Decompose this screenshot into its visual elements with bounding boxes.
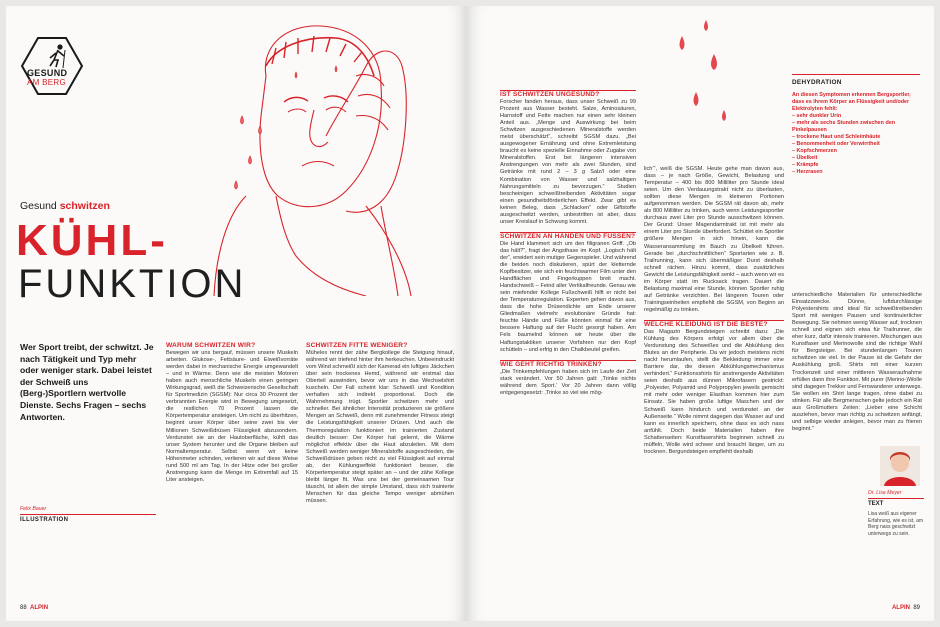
- author-bio: Lisa weiß aus eigener Erfahrung, wie es ist, am Berg nass geschwitzt unterwegs zu sein.: [868, 511, 924, 537]
- kicker-plain: Gesund: [20, 200, 57, 212]
- left-page: [6, 6, 466, 621]
- author-role: TEXT: [868, 501, 884, 507]
- title-line-1: KÜHL-: [16, 216, 168, 265]
- right-footer: [892, 605, 920, 611]
- right-page: [466, 6, 934, 621]
- gesund-am-berg-logo: [20, 36, 84, 96]
- author-name: Dr. Lisa Meyer: [868, 490, 902, 496]
- logo-line-1: GESUND: [27, 68, 68, 78]
- sidebar-heading: DEHYDRATION: [792, 79, 842, 86]
- q4-heading: SCHWITZEN AN HÄNDEN UND FÜSSEN?: [500, 232, 636, 240]
- symptom-list: [792, 113, 920, 176]
- column-q1: [166, 342, 298, 484]
- symptom-item: – Übelkeit: [792, 155, 818, 161]
- q3-body: Forscher fanden heraus, dass unser Schweiß zu 99 Prozent aus Wasser besteht. Salze, Aminosäuren, Harnstoff und Fette machen nur einen sehr kleinen Anteil aus. „Menge und Auswirkung bei beim Schwitzen ausgeschiedenen Mineralstoffe werden meist überschätzt“, schreibt SGSM dazu. „Bei ausgewogener Ernährung und ohne Extremleistung braucht es keine spezielle Einnahme oder Zugabe von Mineralstoffen. Erst bei längeren intensiven Anstrengungen von mehr als zwei Stunden, sind Getränke mit rund 2 – 3 g Salz/l oder eine Kombination von Wasser und salzhaltigen Nahrungsmitteln zu bevorzugen.“ Studien bescheinigen schweißtreibenden Aktivitäten sogar einen gesundheitsförderlichen Effekt. Zwar gibt es keinen Beleg, dass „Schlacken“ oder Giftstoffe ausgeschwitzt werden, unbestritten ist aber, dass unser Kreislauf in Schwung kommt.: [500, 99, 636, 225]
- column-q2: [306, 342, 454, 505]
- q5-heading: WIE GEHT RICHTIG TRINKEN?: [500, 360, 602, 368]
- q6-heading: WELCHE KLEIDUNG IST DIE BESTE?: [644, 320, 768, 328]
- q5-body: „Die Trinkempfehlungen haben sich im Laufe der Zeit stark verändert. Vor 50 Jahren galt: ‚Trinke nichts während dem Sport.‘ Vor 20 Jahren dann völlig entgegengesetzt: ‚Trinke so viel wie mög-: [500, 368, 636, 396]
- column-q3-q5: [500, 90, 636, 397]
- dehydration-box: [792, 74, 920, 176]
- illustration-label: ILLUSTRATION: [20, 517, 69, 523]
- kicker: [20, 200, 110, 212]
- title-line-2: FUNKTION: [18, 262, 247, 306]
- symptom-item: – Herzrasen: [792, 169, 823, 175]
- sidebar-lead: An diesen Symptomen erkennen Bergsportler, dass es ihrem Körper an Flüssigkeit und/oder Elektrolyten fehlt:: [792, 92, 911, 112]
- column-q6-continued: [792, 292, 922, 433]
- intro-paragraph: Wer Sport treibt, der schwitzt. Je nach Tätigkeit und Typ mehr oder weniger stark. Dabei leistet der Schweiß uns (Berg-)Sportlern wertvolle Dienste. Sechs Fragen – sechs Antworten.: [20, 342, 154, 422]
- symptom-item: – Krämpfe: [792, 162, 819, 168]
- q6-body: Das Magazin Bergundsteigen schreibt dazu: „Die Kühlung des Körpers erfolgt vor allem über die Verdunstung des Schweißes und die Abkühlung des Blutes an der Peripherie. Da wir jedoch meistens nicht nackt herumlaufen, stellt die Bekleidung immer eine Barriere dar, die diesen Abkühlungsmechanismus verhindert.“ Funktionsshirts für anstrengende Aktivitäten seien deshalb aus dünnen Mikrofasern gestrickt: „Polyester, Polyamid und Polypropylen jeweils gemischt mit mehr oder weniger Elasthan kommen hier zum Einsatz. Sie haben große luftige Maschen und der Schweiß kann hindurch und verdunstet an der Außenseite.“ Wolle nimmt dagegen das Wasser auf und kann es innerlich speichern, ohne dass es sich nass anfühlt. Doch beide Materialien haben ihre Schattenseiten: Kunstfasershirts beginnen schnell zu müffeln, Wolle wird schwer und braucht länger, um zu trocknen. Bergundsteigen empfiehlt deshalb: [644, 328, 784, 455]
- q2-body: Müheles rennt der zähe Bergkollege die Steigung hinauf, während wir triefend hinter ihm herkeuchen. Unbeeindruckt vom Wind schmeißt sich der Kamerad ein luftiges Jäckchen über sein trockenes Hemd, während wir erstmal das Oberteil auswinden, bevor wir uns in das Wechselshirt kuscheln. Der Fall scheint klar: Schweiß und Kondition verhalten sich indirekt proportional. Doch die Wahrnehmung trügt. Sportler schwitzen mehr und schneller. Bei ähnlicher Intensität produzieren sie größere Mengen an Schweiß, denn mit zunehmender Fitness steigt die Leistungsfähigkeit unserer Drüsen. Und auch die Thermoregulation funktioniert im trainierten Zustand deutlich besser: Der Körper hat gelernt, die Wärme möglichst effektiv über die Haut abzuleiten. Mit dem Schweiß werden weniger Mineralstoffe ausgeschieden, die Schweißdrüsen geben nicht zu viel Flüssigkeit auf einmal ab, der Kühlungseffekt funktioniert besser, die Körpertemperatur steigt später an – und der zähe Kollege bleibt länger fit. Was uns bei der gemeinsamen Tour täuscht, ist allein der simple Umstand, dass sich trainierte Menschen für das gleiche Tempo weniger abmühen müssen.: [306, 350, 454, 504]
- hexagon-hiker-icon: [20, 36, 84, 96]
- right-page-number: 89: [913, 605, 920, 611]
- author-photo: [880, 446, 920, 486]
- left-footer: [20, 605, 48, 611]
- author-box: [868, 446, 924, 537]
- column-q5-q6: [644, 166, 784, 456]
- sweating-man-illustration: [206, 6, 436, 296]
- q4-body: Die Hand klammert sich um den filigranen Griff. „Ob das hält?“, fragt der Angsthase im Kopf. „Logisch hält der“, erwidert sein mutiger Gegenspieler. Und während die beiden noch diskutieren, spürt der kletternde Kopfbesitzer, wie sich ein feuchtwarmer Film unter den Handflächen und Fingerkuppen breit macht. Handschweiß – Feind aller Vertikalfreunde. Genau wie sein miefender Kollege Fußschweiß hilft er nicht bei der Temperaturregulation. Experten gehen davon aus, dass die hohe Drüsendichte am Ende unserer Gliedmaßen vielmehr evolutionäre Gründe hat: feuchte Hände und Füße könnten einmal für eine bessere Haftung auf der Flucht gesorgt haben. Am Fels baumelnd können wir heute über die Haftungstaktiken unserer Vorfahren nur den Kopf schütteln – und erfrig in den Chalkbeutel greifen.: [500, 240, 636, 353]
- q1-body: Bewegen wir uns bergauf, müssen unsere Muskeln arbeiten. Glukose-, Fettsäure- und Eiweißvorräte werden dabei in mechanische Energie umgewandelt – und in Wärme. Denn wie die meisten Motoren haben auch menschliche Muskeln einen geringen Wirkungsgrad, weiß die Schweizerische Gesellschaft für Sportmedizin (SGSM): Nur circa 30 Prozent der verbrannten Energie wird in Bewegung umgesetzt, die restlichen 70 Prozent lassen die Körpertemperatur ansteigen. Um nicht zu überhitzen, beginnt unser Körper über seine zwei bis vier Millionen Schweißdrüsen Flüssigkeit abzusondern. Verdunstet sie an der Hautoberfläche, kühlt das unser System herunter und die Organe bleiben auf Normaltemperatur. Selbst wenn wir keine Höhenmeter schinden, verlieren wir auf diese Weise rund 500 ml am Tag. In der Hitze oder bei großer Anstrengung kann die Menge im Extremfall auf 15 Liter ansteigen.: [166, 350, 298, 483]
- symptom-item: – sehr dunkler Urin: [792, 113, 842, 119]
- symptom-item: – trockene Haut und Schleimhäute: [792, 134, 881, 140]
- illustrator-name: Felix Bauer: [20, 506, 47, 512]
- q6-continued: unterschiedliche Materialien für unterschiedliche Einsatzzwecke. Dünne, luftdurchlässige Polyestershirts sind ideal für schweißtreibenden Sport mit wenigen Pausen und kontinuierlicher Bewegung. Sie nehmen wenig Wasser auf, trocknen schnell und eignen sich etwa für Trailrunner, die eher kurz, dafür intensiv trainieren. Mischungen aus Kunstfaser und Merinowolle sind die richtige Wahl für Bergsteiger. Bei stundenlangen Touren schwitzen sie viel. In der Pause ist die Gefahr der Auskühlung groß. Shirts mit einer kurzen Trockenzeit und einer mittleren Wasseraufnahme erfüllen dann ihre Funktion. Mit purer (Merino-)Wolle sind dagegen Trekker und Fernwanderer unterwegs. Sie wollen ein Shirt lange tragen, ohne dabei zu stinken. Für alle Bergmenschen gelte jedoch ein Rat aus Großmutters Zeiten: „Lieber eine Schicht ausziehen, bevor man richtig zu schwitzen anfängt, und selbige wieder anlegen, bevor man zu frieren beginnt.“: [792, 292, 922, 432]
- kicker-accent: schwitzen: [59, 200, 110, 212]
- left-page-number: 88: [20, 605, 27, 611]
- q3-heading: IST SCHWITZEN UNGESUND?: [500, 91, 600, 98]
- symptom-item: – Kopfschmerzen: [792, 148, 837, 154]
- symptom-item: – Benommenheit oder Verwirrtheit: [792, 141, 880, 147]
- q2-heading: SCHWITZEN FITTE WENIGER?: [306, 342, 408, 349]
- logo-line-2: AM BERG: [27, 78, 66, 87]
- illustration-credit: [20, 506, 156, 523]
- symptom-item: – mehr als sechs Stunden zwischen den Pinkelpausen: [792, 120, 896, 133]
- q5-continued: lich‘“, weiß die SGSM. Heute gehe man davon aus, dass – je nach Größe, Gewicht, Belastung und Temperatur – 400 bis 800 Milliliter pro Stunde ideal seien. Um den Verdauungstrakt nicht zu überlasten, sollten diese Mengen in kleineren Portionen aufgenommen werden. Die SGSM rät davon ab, mehr als 800 Milliliter zu trinken, auch wenn Leistungssportler durchaus zwei Liter pro Stunde ausschwitzen können. Der Grund: Unser Magendarmtrakt ist mit mehr als einem Liter pro Stunde überfordert. Schüttet ein Sportler größere Mengen in sich hinein, kann die Wasseransammlung im Bauch zu Übelkeit führen. Gerade bei „durchschnittlichen“ Sportarten wie z. B. Trailrunning, kann sich übermäßiger Durst deshalb schnell rächen. Hinzu kommt, dass zusätzliches Gewicht die Leistungsfähigkeit senkt – auch wenn wir es im Körper statt im Rucksack tragen. Dauert die Belastung maximal eine Stunde, können Sportler ruhig auf Getränke verzichten. Bei längeren Touren oder Trainingseinheiten empfiehlt die SGSM, von Beginn an regelmäßig zu trinken.: [644, 166, 784, 313]
- right-magazine-name: ALPIN: [891, 605, 910, 611]
- left-magazine-name: ALPIN: [30, 605, 49, 611]
- q1-heading: WARUM SCHWITZEN WIR?: [166, 342, 256, 349]
- sweat-drops-decoration: [662, 14, 742, 154]
